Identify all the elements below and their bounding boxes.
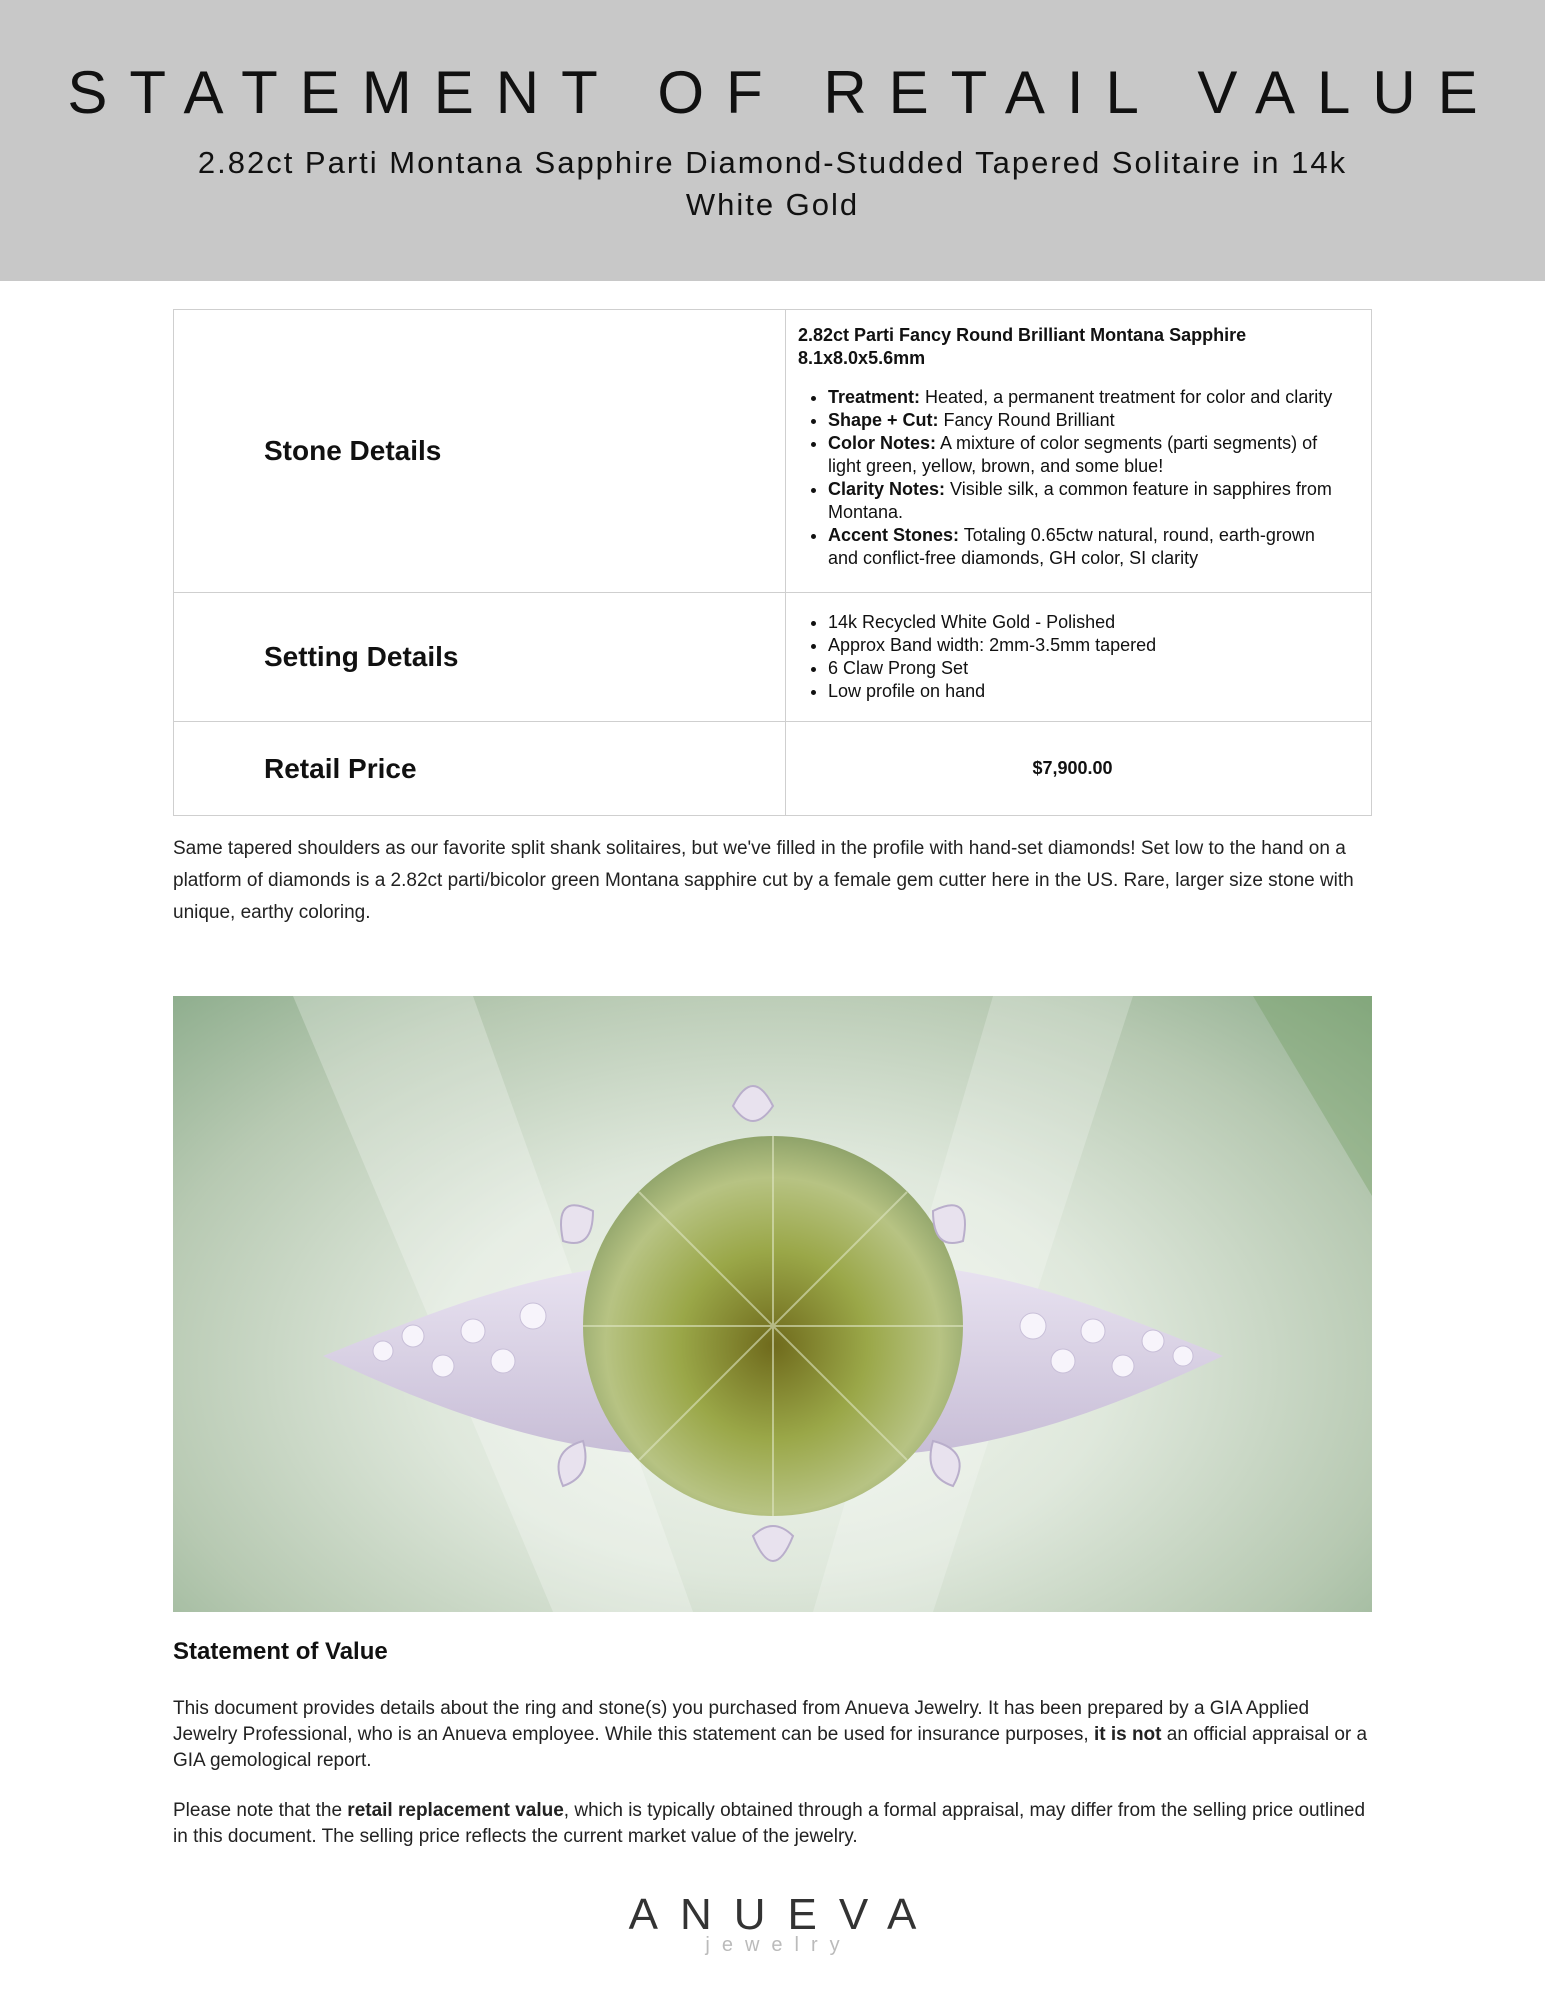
bullet-value: A mixture of color segments (parti segments) of light green, yellow, brown, and some blue!: [828, 433, 1318, 476]
anueva-logo: [0, 1890, 1545, 1957]
setting-details-value: [786, 593, 1372, 722]
bullet-value: Totaling 0.65ctw natural, round, earth-grown and conflict-free diamonds, GH color, SI clarity: [828, 525, 1315, 568]
retail-price-value: $7,900.00: [786, 722, 1372, 816]
list-item: [828, 432, 1347, 478]
logo-subtitle: jewelry: [705, 1934, 852, 1956]
statement-of-value-heading: Statement of Value: [173, 1638, 388, 1665]
list-item: • 6 Claw Prong Set: [828, 657, 1347, 680]
stone-heading: 2.82ct Parti Fancy Round Brilliant Montana Sapphire 8.1x8.0x5.6mm: [798, 325, 1247, 368]
setting-details-label: Setting Details: [174, 593, 786, 722]
bullet-value: Visible silk, a common feature in sapphires from Montana.: [828, 479, 1332, 522]
details-table: [173, 309, 1372, 816]
list-item: • 14k Recycled White Gold - Polished: [828, 611, 1347, 634]
list-item: [828, 409, 1347, 432]
text-run: Please note that the: [173, 1800, 348, 1821]
bullet-key: Clarity Notes:: [828, 479, 946, 499]
bullet-key: Color Notes:: [828, 433, 936, 453]
bullet-key: Accent Stones:: [828, 525, 960, 545]
setting-bullet-list: [798, 611, 1347, 703]
list-item: [828, 478, 1347, 524]
retail-price-row: [174, 722, 1372, 816]
stone-details-value: [786, 310, 1372, 593]
stone-details-label: Stone Details: [174, 310, 786, 593]
stone-details-row: [174, 310, 1372, 593]
ring-photo: [173, 996, 1372, 1612]
retail-price-label: Retail Price: [174, 722, 786, 816]
list-item: • Low profile on hand: [828, 680, 1347, 703]
statement-paragraph-2: [173, 1798, 1373, 1850]
bullet-value: Heated, a permanent treatment for color and clarity: [920, 387, 1333, 407]
product-description: Same tapered shoulders as our favorite split shank solitaires, but we've filled in the profile with hand-set diamonds! Set low to the hand on a platform of diamonds is a 2.82ct parti/bicolor green Montana sapphire cut by a female gem cutter here in the US. Rare, larger size stone with unique, earthy coloring.: [173, 838, 1354, 923]
document-subtitle: 2.82ct Parti Montana Sapphire Diamond-Studded Tapered Solitaire in 14k White Gold: [197, 145, 1348, 222]
logo-brand: ANUEVA: [628, 1890, 939, 1939]
ring-illustration: [173, 996, 1372, 1612]
list-item: • Approx Band width: 2mm-3.5mm tapered: [828, 634, 1347, 657]
setting-details-row: [174, 593, 1372, 722]
document-title: STATEMENT OF RETAIL VALUE: [67, 59, 1500, 126]
list-item: [828, 386, 1347, 409]
stone-bullet-list: [798, 386, 1347, 570]
text-run-bold: it is not: [1093, 1724, 1162, 1745]
bullet-key: Shape + Cut:: [828, 410, 939, 430]
text-run: , which is typically obtained through a formal appraisal, may differ from the selling price outlined in this document. The selling price reflects the current market value of the jewelry.: [173, 1800, 1366, 1847]
text-run-bold: retail replacement value: [347, 1800, 564, 1821]
statement-paragraph-1: [173, 1696, 1373, 1774]
leaf-shape: [1253, 996, 1372, 1196]
bullet-value: Fancy Round Brilliant: [938, 410, 1115, 430]
gem-facets: [583, 1136, 963, 1516]
header-banner: [0, 0, 1545, 281]
list-item: [828, 524, 1347, 570]
text-run: This document provides details about the ring and stone(s) you purchased from Anueva Jewelry. It has been prepared by a GIA Applied Jewelry Professional, who is an Anueva employee. While this statement can be used for insurance purposes,: [173, 1698, 1310, 1745]
bullet-key: Treatment:: [828, 387, 921, 407]
text-run: an official appraisal or a GIA gemological report.: [173, 1724, 1368, 1771]
